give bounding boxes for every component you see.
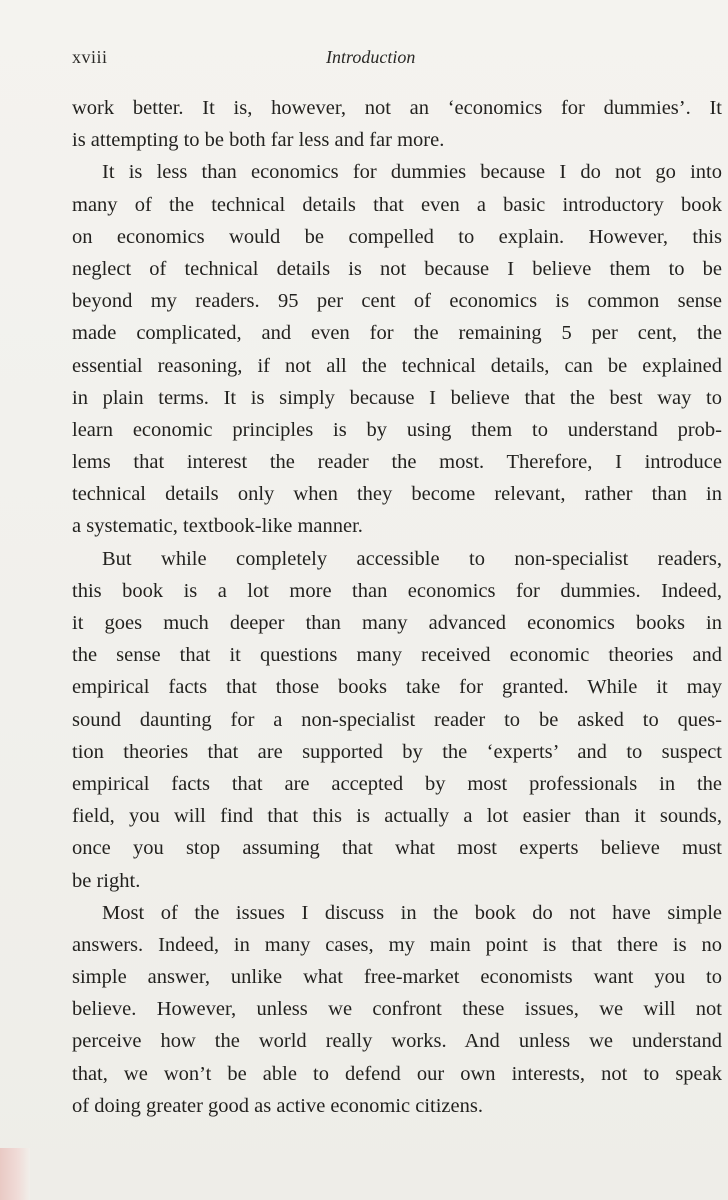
text-line: learn economic principles is by using them to understand prob- <box>72 418 722 441</box>
text-line: work better. It is, however, not an ‘economics for dummies’. It <box>72 97 722 119</box>
text-line: once you stop assuming that what most experts believe must <box>72 837 722 860</box>
text-line: made complicated, and even for the remaining 5 per cent, the <box>72 322 722 345</box>
text-line: It is less than economics for dummies because I do not go into <box>102 161 722 184</box>
running-head: Introduction <box>326 47 416 67</box>
text-line: perceive how the world really works. And unless we understand <box>72 1030 722 1053</box>
text-line: of doing greater good as active economic citizens. <box>72 1094 483 1117</box>
text-line: technical details only when they become relevant, rather than in <box>72 483 722 506</box>
text-line: be right. <box>72 869 141 892</box>
text-line: beyond my readers. 95 per cent of economics is common sense <box>72 290 722 313</box>
text-line: is attempting to be both far less and far more. <box>72 129 445 152</box>
text-line: a systematic, textbook-like manner. <box>72 515 363 538</box>
text-line: Most of the issues I discuss in the book do not have simple <box>102 901 722 924</box>
page-number: xviii <box>72 47 108 67</box>
text-line: sound daunting for a non-specialist reader to be asked to ques- <box>72 708 722 731</box>
text-line: empirical facts that are accepted by most professionals in the <box>72 772 722 795</box>
text-line: that, we won’t be able to defend our own interests, not to speak <box>72 1062 722 1085</box>
text-line: lems that interest the reader the most. Therefore, I introduce <box>72 451 722 474</box>
page-edge-bleed <box>0 1148 30 1200</box>
text-line: believe. However, unless we confront these issues, we will not <box>72 998 722 1021</box>
text-line: simple answer, unlike what free-market economists want you to <box>72 966 722 989</box>
text-line: neglect of technical details is not because I believe them to be <box>72 257 722 280</box>
text-line: in plain terms. It is simply because I believe that the best way to <box>72 386 722 409</box>
text-line: on economics would be compelled to explain. However, this <box>72 225 722 248</box>
text-line: this book is a lot more than economics for dummies. Indeed, <box>72 579 722 602</box>
text-line: answers. Indeed, in many cases, my main point is that there is no <box>72 933 722 956</box>
page-header <box>72 47 724 73</box>
text-line: tion theories that are supported by the ‘experts’ and to suspect <box>72 740 722 763</box>
text-line: it goes much deeper than many advanced economics books in <box>72 612 722 634</box>
text-line: the sense that it questions many received economic theories and <box>72 644 722 667</box>
text-line: empirical facts that those books take for granted. While it may <box>72 676 722 699</box>
text-line: many of the technical details that even a basic introductory book <box>72 193 722 216</box>
text-line: But while completely accessible to non-specialist readers, <box>102 547 722 570</box>
text-line: essential reasoning, if not all the technical details, can be explained <box>72 354 722 377</box>
text-line: field, you will find that this is actually a lot easier than it sounds, <box>72 805 722 828</box>
body-text <box>72 92 722 1122</box>
